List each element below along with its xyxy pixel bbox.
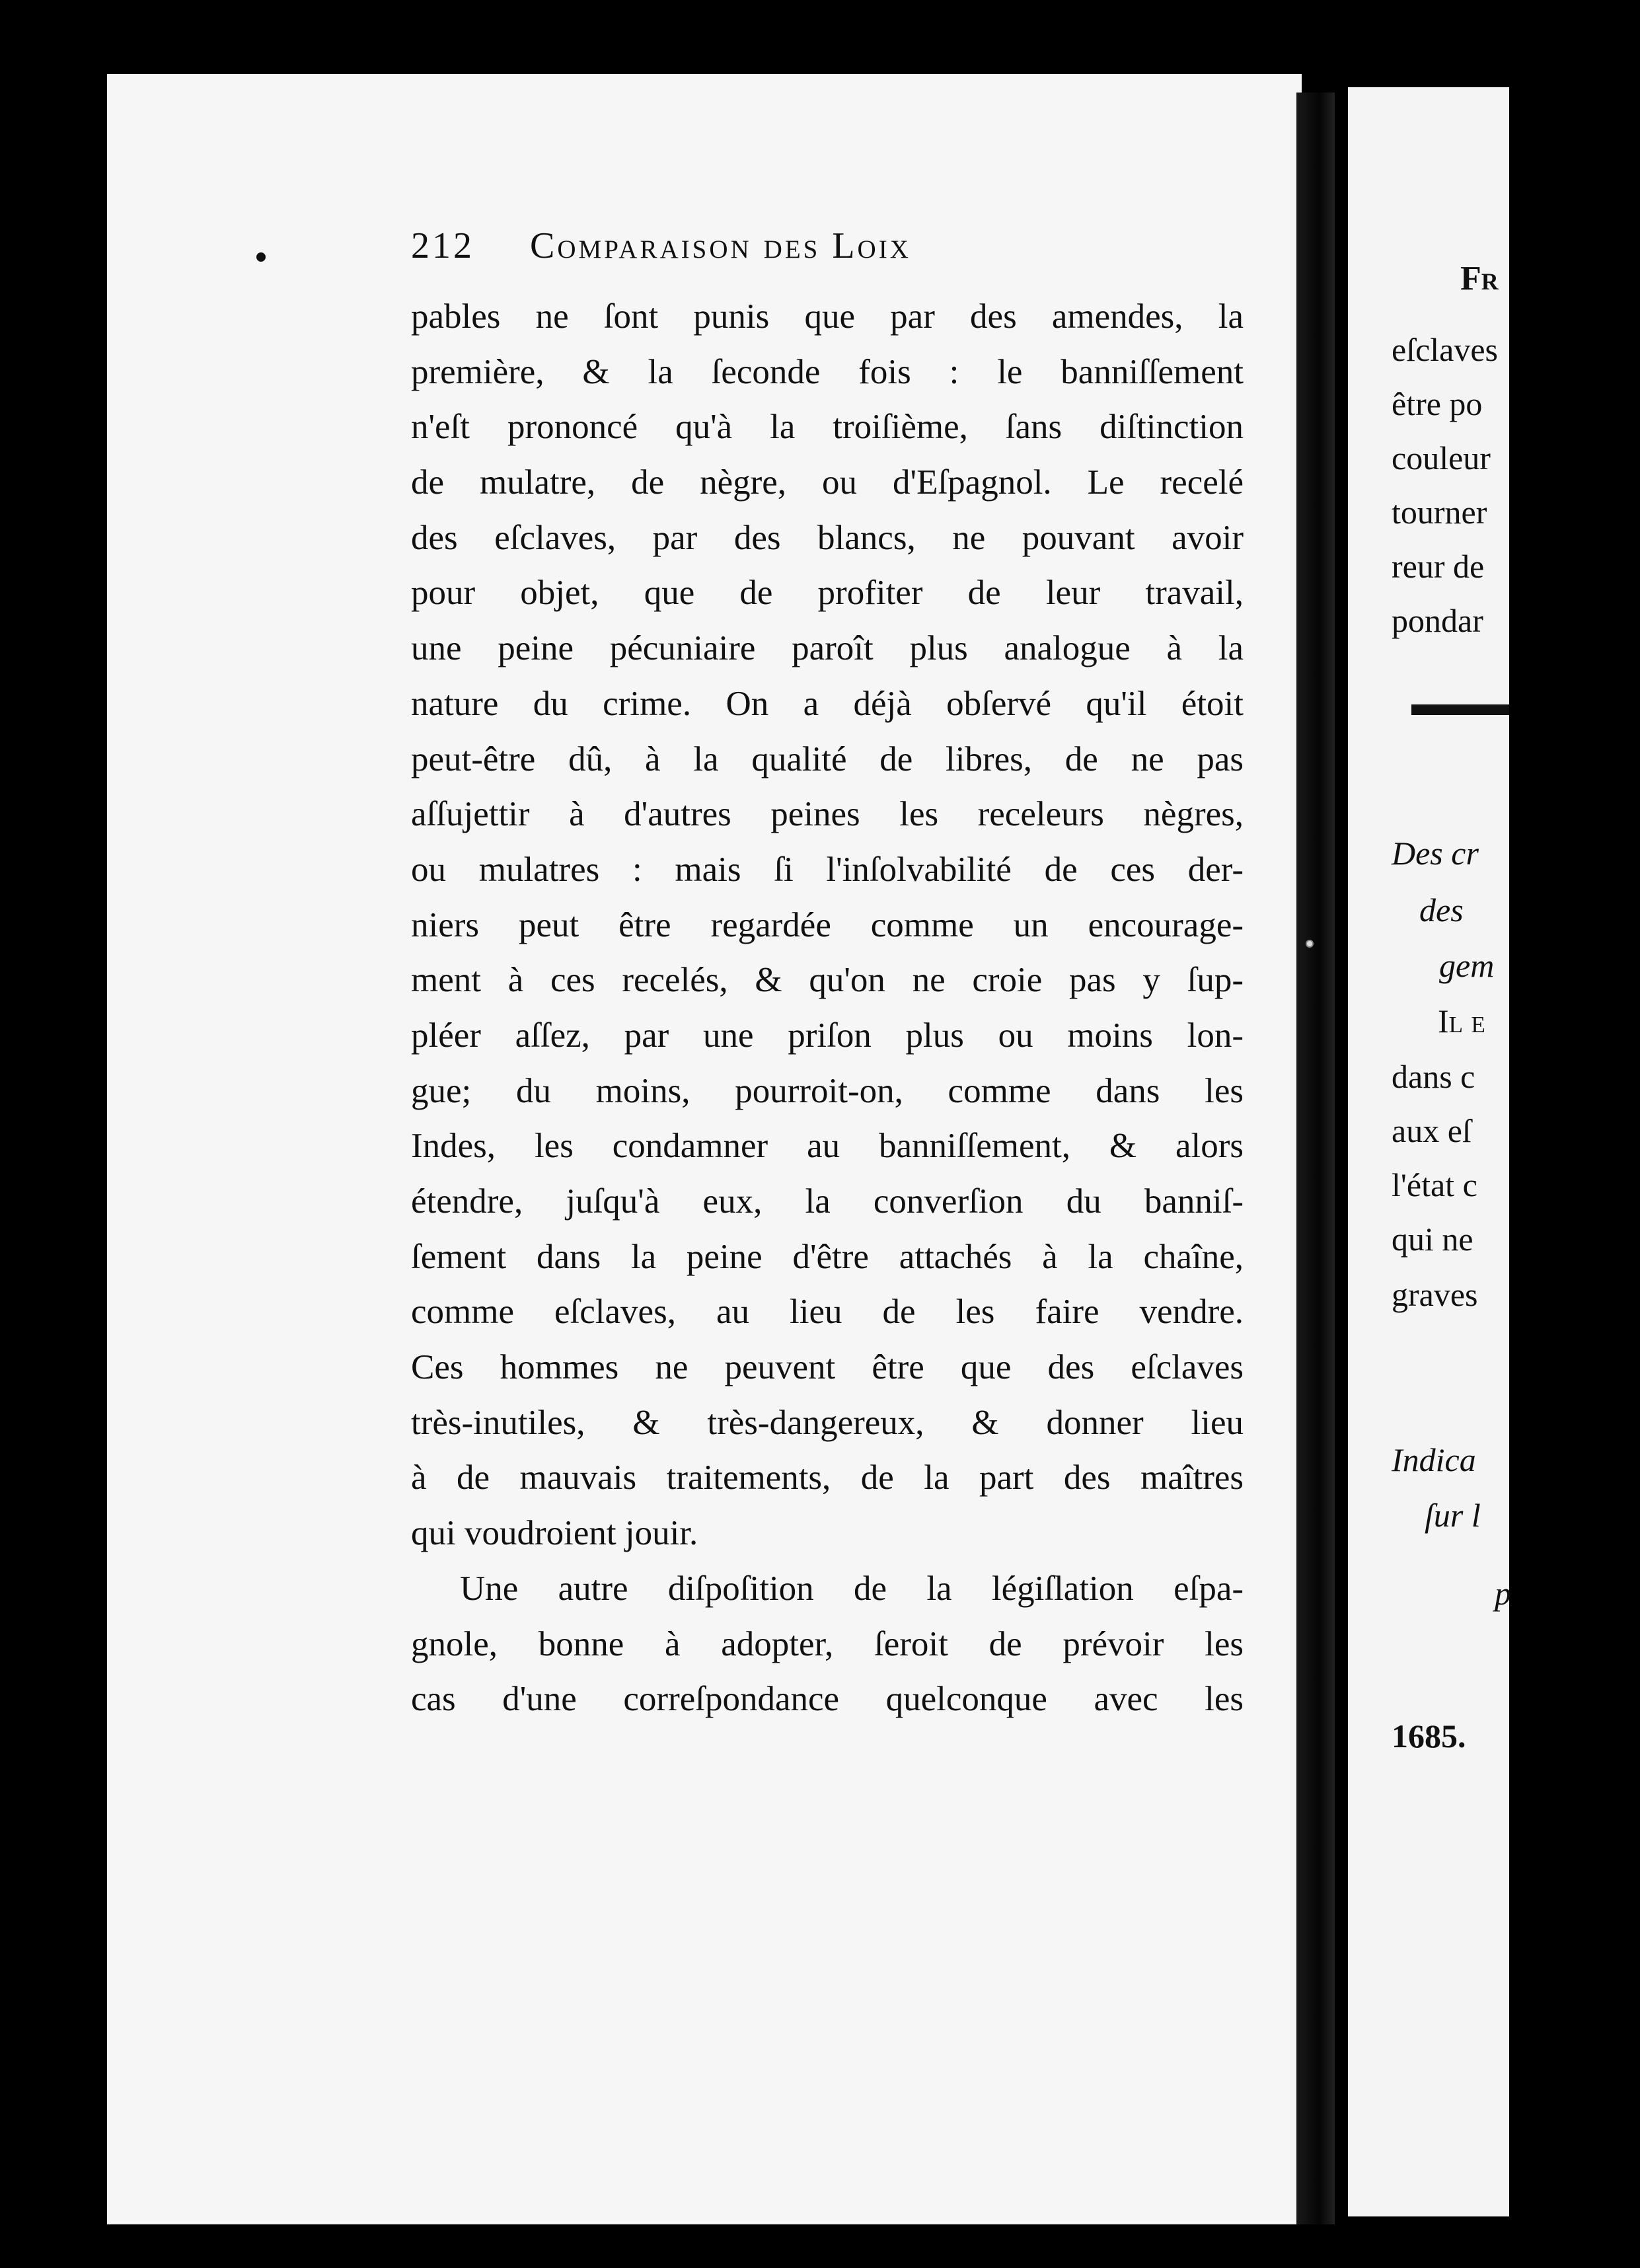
running-title: Comparaison des Loix <box>530 225 911 266</box>
right-running-head: Fr <box>1460 260 1499 297</box>
right-italic-heading: ſur l <box>1425 1497 1481 1534</box>
right-text-line: qui ne <box>1392 1221 1473 1258</box>
text-line: peut-être dû, à la qualité de libres, de ne pas <box>411 739 1244 778</box>
right-text-line: dans c <box>1392 1058 1475 1095</box>
text-line: gnole, bonne à adopter, ſeroit de prévoir les <box>411 1624 1244 1663</box>
text-line: gue; du moins, pourroit-on, comme dans les <box>411 1071 1244 1110</box>
text-line: des eſclaves, par des blancs, ne pouvant avoir <box>411 518 1244 557</box>
right-text-line: couleur <box>1392 439 1491 476</box>
right-text-line: graves <box>1392 1276 1478 1313</box>
text-line: pour objet, que de profiter de leur travail, <box>411 574 1244 613</box>
text-line: ou mulatres : mais ſi l'inſolvabilité de ces der- <box>411 850 1244 889</box>
page-number: 212 <box>411 225 474 266</box>
text-line: Ces hommes ne peuvent être que des eſclaves <box>411 1348 1244 1387</box>
right-italic-heading: Indica <box>1392 1441 1476 1478</box>
right-italic-heading: Des cr <box>1392 835 1479 872</box>
right-text-line: tourner <box>1392 494 1487 531</box>
section-rule <box>1411 704 1509 715</box>
text-line: à de mauvais traitements, de la part des maîtres <box>411 1458 1244 1497</box>
text-line: pables ne ſont punis que par des amendes, la <box>411 297 1244 336</box>
text-line: aſſujettir à d'autres peines les receleurs nègres, <box>411 795 1244 834</box>
right-italic-heading: des <box>1419 891 1464 928</box>
running-head <box>411 225 1138 278</box>
right-text-line: pondar <box>1392 602 1483 639</box>
right-text-line: reur de <box>1392 548 1485 585</box>
text-line: pléer aſſez, par une priſon plus ou moins lon- <box>411 1016 1244 1055</box>
margin-mark <box>256 252 266 262</box>
text-line: Indes, les condamner au banniſſement, & alors <box>411 1127 1244 1166</box>
right-year: 1685. <box>1392 1718 1466 1755</box>
scan-speck <box>1306 940 1314 948</box>
text-line: niers peut être regardée comme un encourage- <box>411 905 1244 944</box>
right-italic-heading: p <box>1495 1575 1511 1612</box>
body-text <box>411 289 1244 1727</box>
right-italic-heading: gem <box>1439 947 1495 984</box>
text-line: Une autre diſpoſition de la légiſlation eſpa- <box>460 1569 1244 1608</box>
text-line: comme eſclaves, au lieu de les faire vendre. <box>411 1293 1244 1332</box>
book-gutter <box>1296 93 1335 2224</box>
text-line: étendre, juſqu'à eux, la converſion du banniſ- <box>411 1182 1244 1221</box>
text-line: très-inutiles, & très-dangereux, & donner lieu <box>411 1403 1244 1442</box>
right-text-line: l'état c <box>1392 1166 1477 1203</box>
text-line: ment à ces recelés, & qu'on ne croie pas y ſup- <box>411 961 1244 1000</box>
text-line: nature du crime. On a déjà obſervé qu'il étoit <box>411 684 1244 723</box>
right-text-line: être po <box>1392 385 1483 422</box>
text-line: cas d'une correſpondance quelconque avec les <box>411 1680 1244 1719</box>
right-text-line: Il e <box>1438 1002 1485 1040</box>
text-line: n'eſt prononcé qu'à la troiſième, ſans diſtinction <box>411 408 1244 447</box>
right-text-line: aux eſ <box>1392 1112 1472 1149</box>
text-line: une peine pécuniaire paroît plus analogue à la <box>411 629 1244 668</box>
text-line: qui voudroient jouir. <box>411 1514 698 1553</box>
text-line: ſement dans la peine d'être attachés à la chaîne, <box>411 1237 1244 1276</box>
right-text-line: eſclaves <box>1392 331 1499 368</box>
text-line: première, & la ſeconde fois : le banniſſement <box>411 352 1244 391</box>
text-line: de mulatre, de nègre, ou d'Eſpagnol. Le recelé <box>411 463 1244 502</box>
